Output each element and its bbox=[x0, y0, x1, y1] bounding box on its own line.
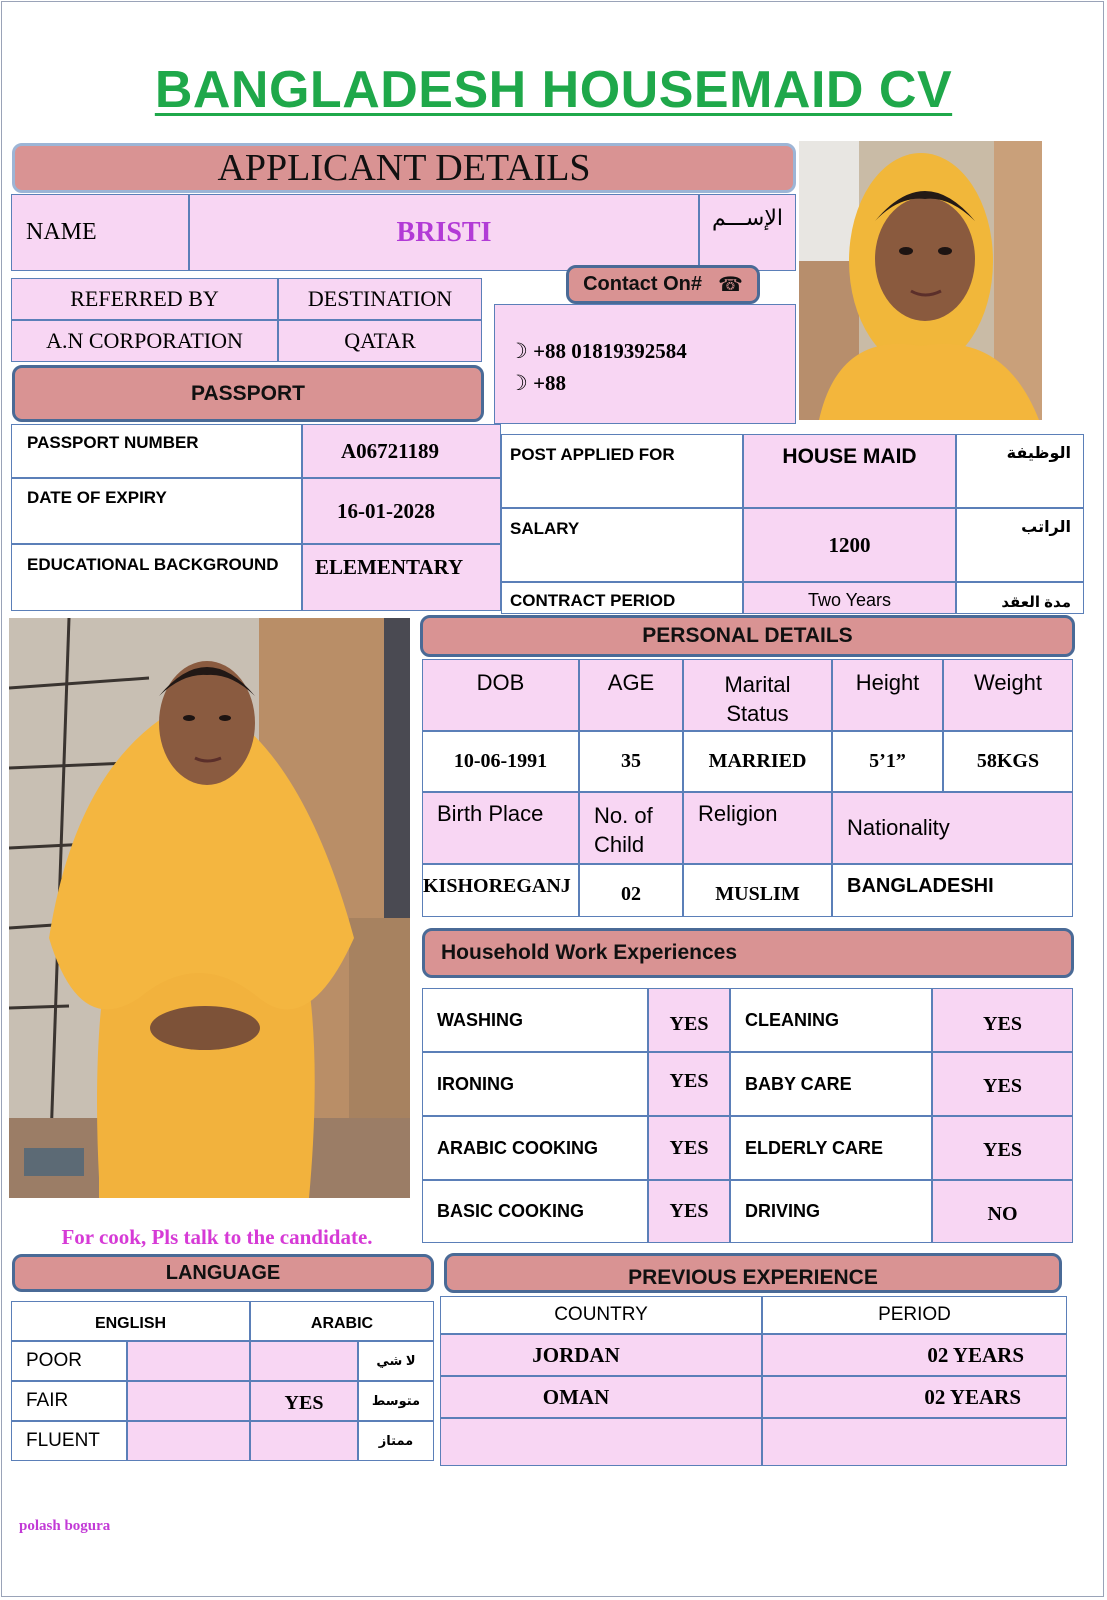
expiry-label: DATE OF EXPIRY bbox=[11, 478, 302, 544]
english-poor-value bbox=[127, 1341, 250, 1381]
household-row-1-a-value: YES bbox=[648, 988, 730, 1052]
post-value: HOUSE MAID bbox=[743, 434, 956, 508]
dob-label: DOB bbox=[422, 659, 579, 731]
period-value-1: 02 YEARS bbox=[762, 1334, 1067, 1376]
salary-arabic-label: الراتب bbox=[956, 508, 1084, 582]
referred-by-value: A.N CORPORATION bbox=[11, 320, 278, 362]
expiry-value: 16-01-2028 bbox=[302, 478, 501, 544]
english-fair-value bbox=[127, 1381, 250, 1421]
name-arabic-label: الإســـم bbox=[699, 194, 796, 271]
household-row-2-b-value: YES bbox=[932, 1052, 1073, 1116]
weight-value: 58KGS bbox=[943, 731, 1073, 792]
telephone-icon: ☎ bbox=[717, 274, 743, 296]
applicant-photo-portrait bbox=[799, 141, 1042, 420]
applicant-details-header: APPLICANT DETAILS bbox=[12, 143, 796, 193]
arabic-fluent-value bbox=[250, 1421, 358, 1461]
household-row-3-b-label: ELDERLY CARE bbox=[730, 1116, 932, 1180]
destination-label: DESTINATION bbox=[278, 278, 482, 320]
english-fluent-value bbox=[127, 1421, 250, 1461]
phone-2: ☽ +88 bbox=[509, 371, 567, 395]
language-level-fluent: FLUENT bbox=[11, 1421, 127, 1461]
post-arabic-label: الوظيفة bbox=[956, 434, 1084, 508]
household-row-1-b-value: YES bbox=[932, 988, 1073, 1052]
arabic-level-fair: متوسط bbox=[358, 1381, 434, 1421]
country-label: COUNTRY bbox=[440, 1296, 762, 1334]
arabic-poor-value bbox=[250, 1341, 358, 1381]
weight-label: Weight bbox=[943, 659, 1073, 731]
country-value-1: JORDAN bbox=[440, 1334, 762, 1376]
dob-value: 10-06-1991 bbox=[422, 731, 579, 792]
contract-arabic-label: مدة العقد bbox=[956, 582, 1084, 614]
birthplace-label: Birth Place bbox=[422, 792, 579, 864]
language-level-fair: FAIR bbox=[11, 1381, 127, 1421]
passport-number-label: PASSPORT NUMBER bbox=[11, 424, 302, 478]
phone-icon: ☽ bbox=[509, 371, 534, 395]
period-label: PERIOD bbox=[762, 1296, 1067, 1334]
household-row-4-b-value: NO bbox=[932, 1180, 1073, 1243]
passport-number-value: A06721189 bbox=[302, 424, 501, 478]
phone-1: ☽ +88 01819392584 bbox=[509, 339, 687, 363]
page-title: BANGLADESH HOUSEMAID CV bbox=[154, 61, 953, 119]
personal-details-header: PERSONAL DETAILS bbox=[420, 615, 1075, 657]
birthplace-value: KISHOREGANJ bbox=[422, 864, 579, 917]
salary-label: SALARY bbox=[501, 508, 743, 582]
household-row-2-a-value: YES bbox=[648, 1052, 730, 1116]
household-row-3-a-label: ARABIC COOKING bbox=[422, 1116, 648, 1180]
contact-header: Contact On# ☎ bbox=[566, 265, 760, 304]
household-row-4-b-label: DRIVING bbox=[730, 1180, 932, 1243]
period-value-3 bbox=[762, 1418, 1067, 1466]
english-label: ENGLISH bbox=[11, 1301, 250, 1341]
household-row-3-a-value: YES bbox=[648, 1116, 730, 1180]
height-value: 5’1” bbox=[832, 731, 943, 792]
phone-icon: ☽ bbox=[509, 339, 534, 363]
marital-value: MARRIED bbox=[683, 731, 832, 792]
arabic-label: ARABIC bbox=[250, 1301, 434, 1341]
household-row-1-a-label: WASHING bbox=[422, 988, 648, 1052]
passport-header: PASSPORT bbox=[12, 365, 484, 422]
nationality-value: BANGLADESHI bbox=[832, 864, 1073, 917]
salary-value: 1200 bbox=[743, 508, 956, 582]
name-label: NAME bbox=[11, 194, 189, 271]
nationality-label: Nationality bbox=[832, 792, 1073, 864]
period-value-2: 02 YEARS bbox=[762, 1376, 1067, 1418]
household-header: Household Work Experiences bbox=[422, 928, 1074, 978]
contract-value: Two Years bbox=[743, 582, 956, 614]
language-table bbox=[11, 1301, 434, 1461]
education-label: EDUCATIONAL BACKGROUND bbox=[11, 544, 302, 611]
children-value: 02 bbox=[579, 864, 683, 917]
country-value-2: OMAN bbox=[440, 1376, 762, 1418]
post-label: POST APPLIED FOR bbox=[501, 434, 743, 508]
contact-box bbox=[494, 304, 796, 424]
applicant-photo-full bbox=[9, 618, 410, 1198]
arabic-level-fluent: ممتاز bbox=[358, 1421, 434, 1461]
household-row-3-b-value: YES bbox=[932, 1116, 1073, 1180]
language-header: LANGUAGE bbox=[12, 1254, 434, 1292]
children-label: No. of Child bbox=[579, 792, 683, 864]
height-label: Height bbox=[832, 659, 943, 731]
household-row-2-b-label: BABY CARE bbox=[730, 1052, 932, 1116]
language-level-poor: POOR bbox=[11, 1341, 127, 1381]
name-value: BRISTI bbox=[189, 194, 699, 271]
previous-experience-table bbox=[440, 1296, 1067, 1466]
country-value-3 bbox=[440, 1418, 762, 1466]
marital-label: Marital Status bbox=[683, 659, 832, 731]
age-label: AGE bbox=[579, 659, 683, 731]
religion-label: Religion bbox=[683, 792, 832, 864]
household-row-2-a-label: IRONING bbox=[422, 1052, 648, 1116]
referred-by-label: REFERRED BY bbox=[11, 278, 278, 320]
household-table bbox=[422, 988, 1073, 1243]
previous-experience-header: PREVIOUS EXPERIENCE bbox=[444, 1253, 1062, 1293]
household-row-1-b-label: CLEANING bbox=[730, 988, 932, 1052]
household-row-4-a-value: YES bbox=[648, 1180, 730, 1243]
arabic-level-poor: لا شي bbox=[358, 1341, 434, 1381]
arabic-fair-value: YES bbox=[250, 1381, 358, 1421]
destination-value: QATAR bbox=[278, 320, 482, 362]
contract-label: CONTRACT PERIOD bbox=[501, 582, 743, 614]
education-value: ELEMENTARY bbox=[302, 544, 501, 611]
religion-value: MUSLIM bbox=[683, 864, 832, 917]
household-row-4-a-label: BASIC COOKING bbox=[422, 1180, 648, 1243]
cook-note: For cook, Pls talk to the candidate. bbox=[61, 1225, 373, 1249]
footer-credit: polash bogura bbox=[19, 1518, 111, 1534]
age-value: 35 bbox=[579, 731, 683, 792]
